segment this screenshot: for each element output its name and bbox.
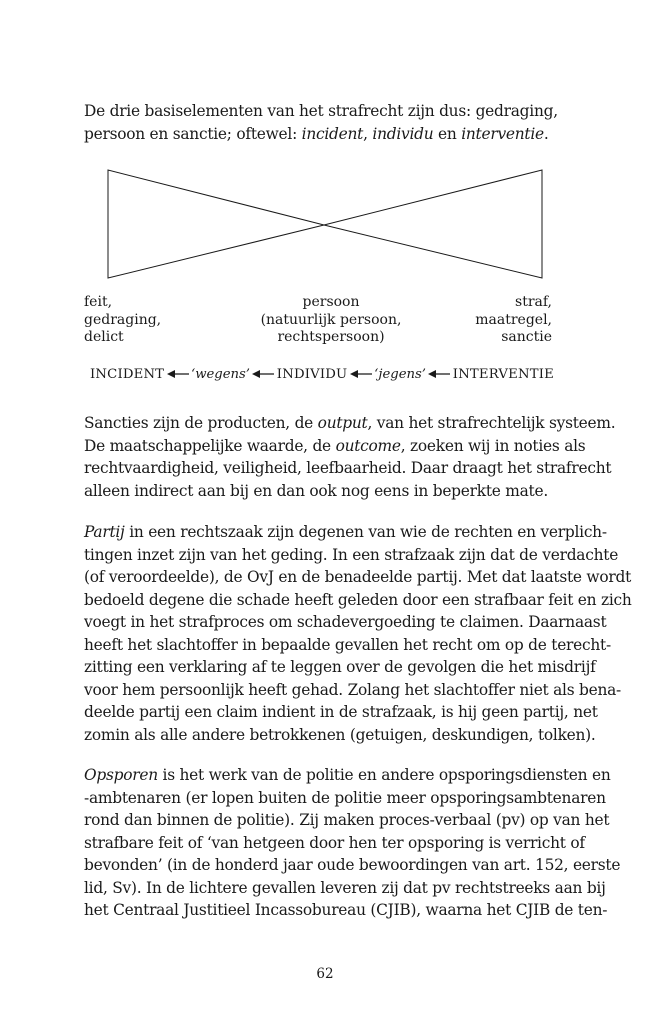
flow-individu: INDIVIDU <box>276 366 348 382</box>
text-line: lid, Sv). In de lichtere gevallen leveren zij dat pv rechtstreeks aan bij <box>84 878 606 897</box>
intro-text: persoon en sanctie; oftewel: <box>84 124 302 143</box>
intro-text: en <box>433 124 462 143</box>
label-line: rechtspersoon) <box>277 329 385 345</box>
bowtie-triangle-right <box>324 170 542 278</box>
text-span: De maatschappelijke waarde, de <box>84 436 336 455</box>
text-line: -ambtenaren (er lopen buiten de politie meer opsporingsambtenaren <box>84 788 606 807</box>
text-span: Sancties zijn de producten, de <box>84 414 318 432</box>
arrow-left-icon <box>350 369 372 379</box>
bowtie-triangle-left <box>108 170 324 278</box>
term-opsporen: Opsporen <box>84 766 158 784</box>
intro-paragraph <box>84 100 558 145</box>
text-line: zitting een verklaring af te leggen over de gevolgen die het misdrijf <box>84 658 596 676</box>
text-line: het Centraal Justitieel Incassobureau (CJIB), waarna het CJIB de ten- <box>84 901 608 919</box>
text-line <box>84 435 615 458</box>
term-outcome: outcome <box>335 436 401 455</box>
text-line: voegt in het strafproces om schadevergoeding te claimen. Daarnaast <box>84 613 607 631</box>
page-number: 62 <box>316 966 334 982</box>
text-line: strafbare feit of ‘van hetgeen door hen ter opsporing is verricht of <box>84 833 585 852</box>
text-line: bedoeld degene die schade heeft geleden door een strafbaar feit en zich <box>84 590 632 609</box>
text-line: alleen indirect aan bij en dan ook nog eens in beperkte mate. <box>84 481 548 500</box>
term-interventie: interventie <box>461 124 544 143</box>
term-partij: Partij <box>84 523 125 541</box>
label-incident-terms <box>84 294 161 347</box>
term-individu: individu <box>372 124 434 143</box>
arrow-left-icon <box>428 369 450 379</box>
text-line: rechtvaardigheid, veiligheid, leefbaarheid. Daar draagt het strafrecht <box>84 459 612 477</box>
text-line: zomin als alle andere betrokkenen (getuigen, deskundigen, tolken). <box>84 725 596 744</box>
paragraph-partij <box>84 521 632 746</box>
label-line: straf, <box>515 294 552 310</box>
text-span: , zoeken wij in noties als <box>400 436 586 455</box>
bowtie-diagram <box>84 168 574 388</box>
term-output: output <box>317 414 368 432</box>
arrow-left-icon <box>167 369 189 379</box>
text-line: rond dan binnen de politie). Zij maken proces-verbaal (pv) op van het <box>84 811 610 829</box>
text-line <box>84 764 620 787</box>
intro-line-1: De drie basiselementen van het strafrecht zijn dus: gedraging, <box>84 102 558 120</box>
text-span: is het werk van de politie en andere opsporingsdiensten en <box>157 766 611 784</box>
text-line: deelde partij een claim indient in de strafzaak, is hij geen partij, net <box>84 703 598 721</box>
label-line: feit, <box>84 294 113 310</box>
label-line: gedraging, <box>84 311 162 328</box>
paragraph-sancties <box>84 412 615 502</box>
text-line: bevonden’ (in de honderd jaar oude bewoordingen van art. 152, eerste <box>84 856 621 874</box>
text-line: tingen inzet zijn van het geding. In een strafzaak zijn dat de verdachte <box>84 545 619 564</box>
text-line: heeft het slachtoffer in bepaalde gevallen het recht om op de terecht- <box>84 635 611 654</box>
label-line: sanctie <box>501 329 552 345</box>
text-line: voor hem persoonlijk heeft gehad. Zolang het slachtoffer niet als bena- <box>84 680 622 699</box>
text-line <box>84 412 615 435</box>
flow-interventie: INTERVENTIE <box>452 366 554 382</box>
text-span: , van het strafrechtelijk systeem. <box>367 414 616 432</box>
intro-text: . <box>543 124 549 143</box>
intro-text: , <box>363 124 373 143</box>
label-interventie-terms <box>475 294 552 347</box>
text-span: in een rechtszaak zijn degenen van wie de rechten en verplich- <box>124 523 607 541</box>
text-line: (of veroordeelde), de OvJ en de benadeelde partij. Met dat laatste wordt <box>84 568 632 586</box>
flow-incident: INCIDENT <box>90 366 165 382</box>
term-incident: incident <box>301 124 364 143</box>
flow-wegens: ‘wegens’ <box>191 366 250 382</box>
flow-row <box>90 364 554 384</box>
label-line: maatregel, <box>475 311 552 328</box>
bowtie-shape <box>84 168 574 288</box>
label-line: (natuurlijk persoon, <box>260 311 402 328</box>
label-individu-terms <box>247 294 415 347</box>
intro-line-2 <box>84 123 558 146</box>
label-line: persoon <box>302 294 360 310</box>
arrow-left-icon <box>252 369 274 379</box>
paragraph-opsporen <box>84 764 620 922</box>
label-line: delict <box>84 329 124 345</box>
text-line <box>84 521 632 544</box>
flow-jegens: ‘jegens’ <box>374 366 426 382</box>
